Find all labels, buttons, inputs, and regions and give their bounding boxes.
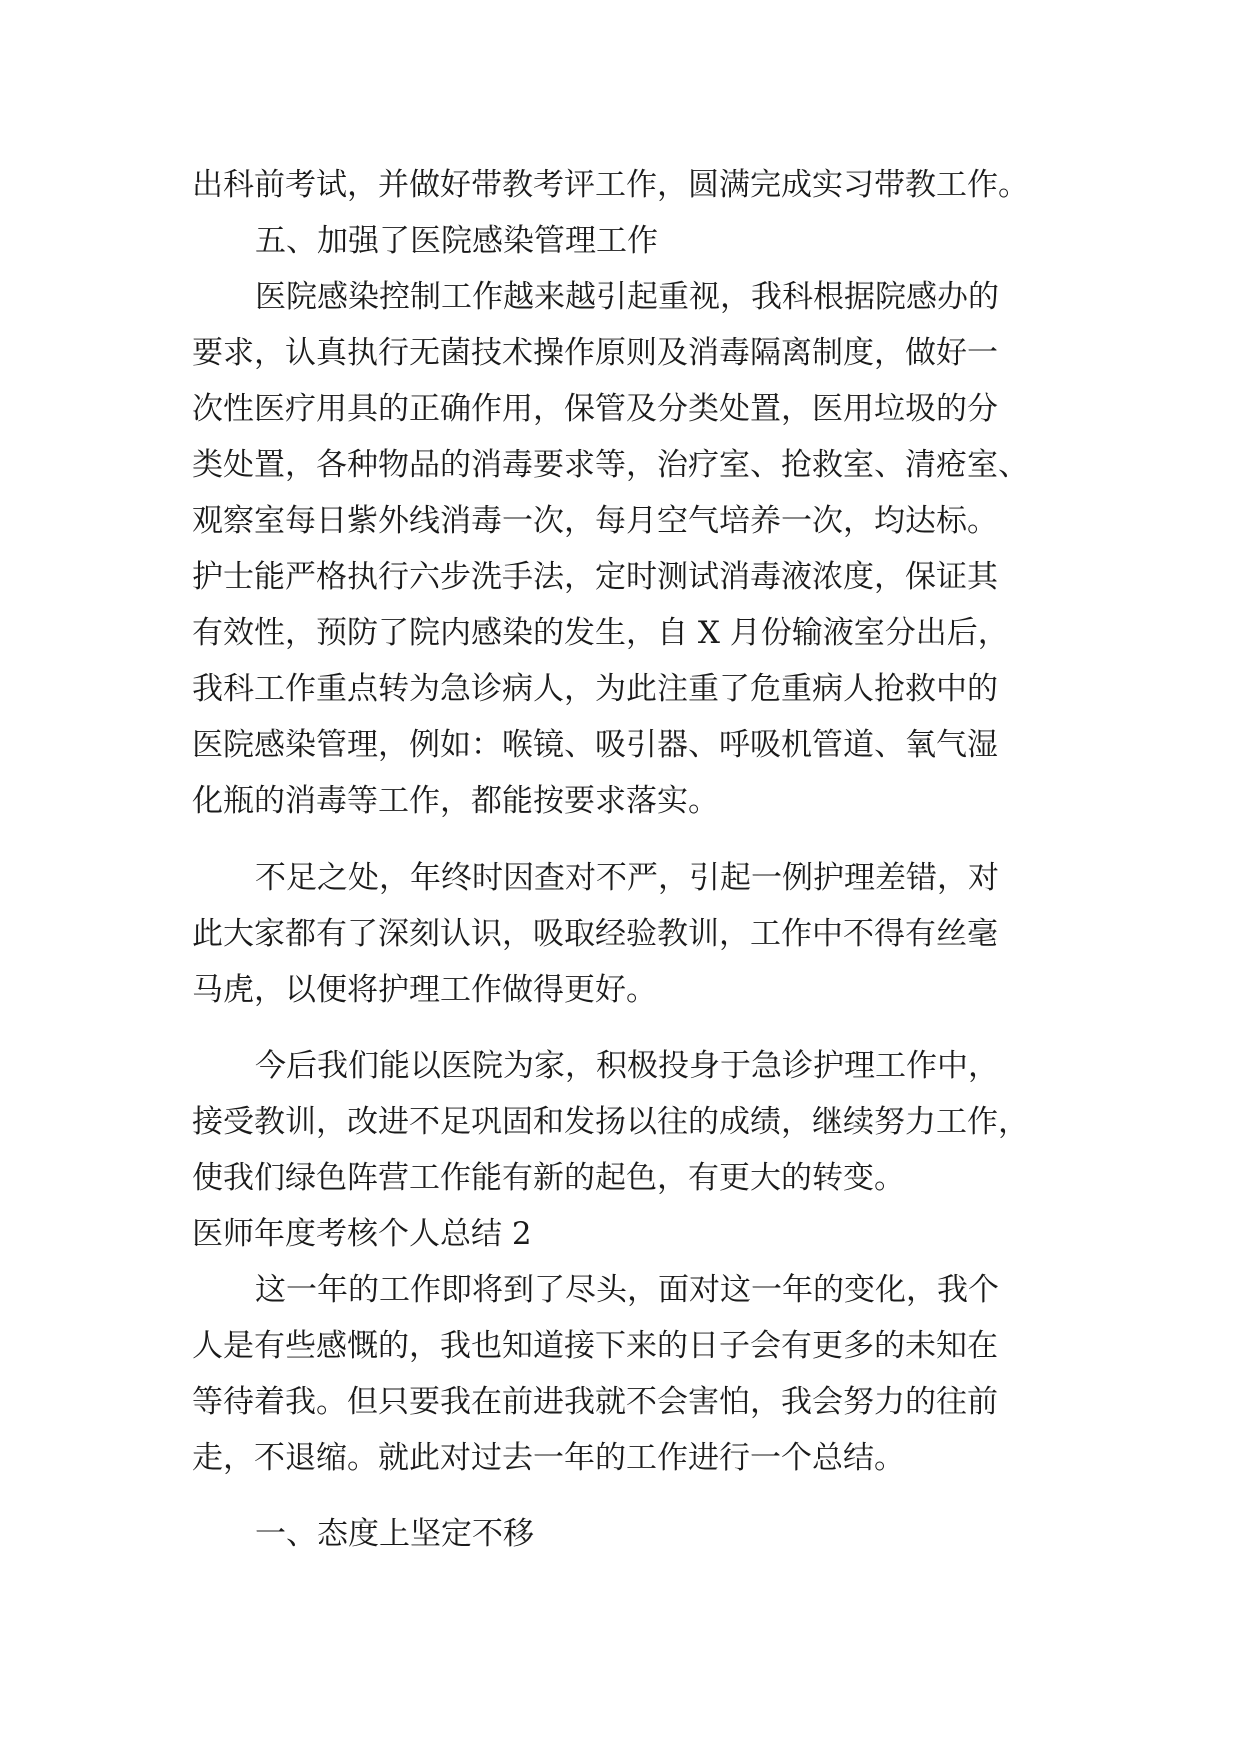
text-line: 化瓶的消毒等工作，都能按要求落实。 xyxy=(192,783,719,819)
text-line: 今后我们能以医院为家，积极投身于急诊护理工作中， xyxy=(255,1048,999,1084)
text-line: 要求，认真执行无菌技术操作原则及消毒隔离制度，做好一 xyxy=(192,335,998,371)
text-line: 此大家都有了深刻认识，吸取经验教训，工作中不得有丝毫 xyxy=(192,916,998,952)
text-line: 我科工作重点转为急诊病人，为此注重了危重病人抢救中的 xyxy=(192,671,998,707)
text-line: 走，不退缩。就此对过去一年的工作进行一个总结。 xyxy=(192,1440,905,1476)
section-title: 医师年度考核个人总结 2 xyxy=(192,1216,532,1252)
text-line: 这一年的工作即将到了尽头，面对这一年的变化，我个 xyxy=(255,1272,999,1308)
text-line: 人是有些感慨的，我也知道接下来的日子会有更多的未知在 xyxy=(192,1328,998,1364)
text-line: 护士能严格执行六步洗手法，定时测试消毒液浓度，保证其 xyxy=(192,559,998,595)
text-line: 接受教训，改进不足巩固和发扬以往的成绩，继续努力工作， xyxy=(192,1104,1029,1140)
text-line: 有效性，预防了院内感染的发生，自 X 月份输液室分出后， xyxy=(192,615,1009,651)
text-line: 等待着我。但只要我在前进我就不会害怕，我会努力的往前 xyxy=(192,1384,998,1420)
text-line: 次性医疗用具的正确作用，保管及分类处置，医用垃圾的分 xyxy=(192,391,998,427)
section-heading: 一、态度上坚定不移 xyxy=(255,1516,534,1552)
section-heading: 五、加强了医院感染管理工作 xyxy=(255,223,658,259)
text-line: 医院感染控制工作越来越引起重视，我科根据院感办的 xyxy=(255,279,999,315)
text-line: 马虎，以便将护理工作做得更好。 xyxy=(192,972,657,1008)
text-line: 医院感染管理，例如：喉镜、吸引器、呼吸机管道、氧气湿 xyxy=(192,727,998,763)
text-line: 出科前考试，并做好带教考评工作，圆满完成实习带教工作。 xyxy=(192,167,1029,203)
text-line: 观察室每日紫外线消毒一次，每月空气培养一次，均达标。 xyxy=(192,503,998,539)
text-line: 类处置，各种物品的消毒要求等，治疗室、抢救室、清疮室、 xyxy=(192,447,1029,483)
text-line: 不足之处，年终时因查对不严，引起一例护理差错，对 xyxy=(255,860,999,896)
text-line: 使我们绿色阵营工作能有新的起色，有更大的转变。 xyxy=(192,1160,905,1196)
